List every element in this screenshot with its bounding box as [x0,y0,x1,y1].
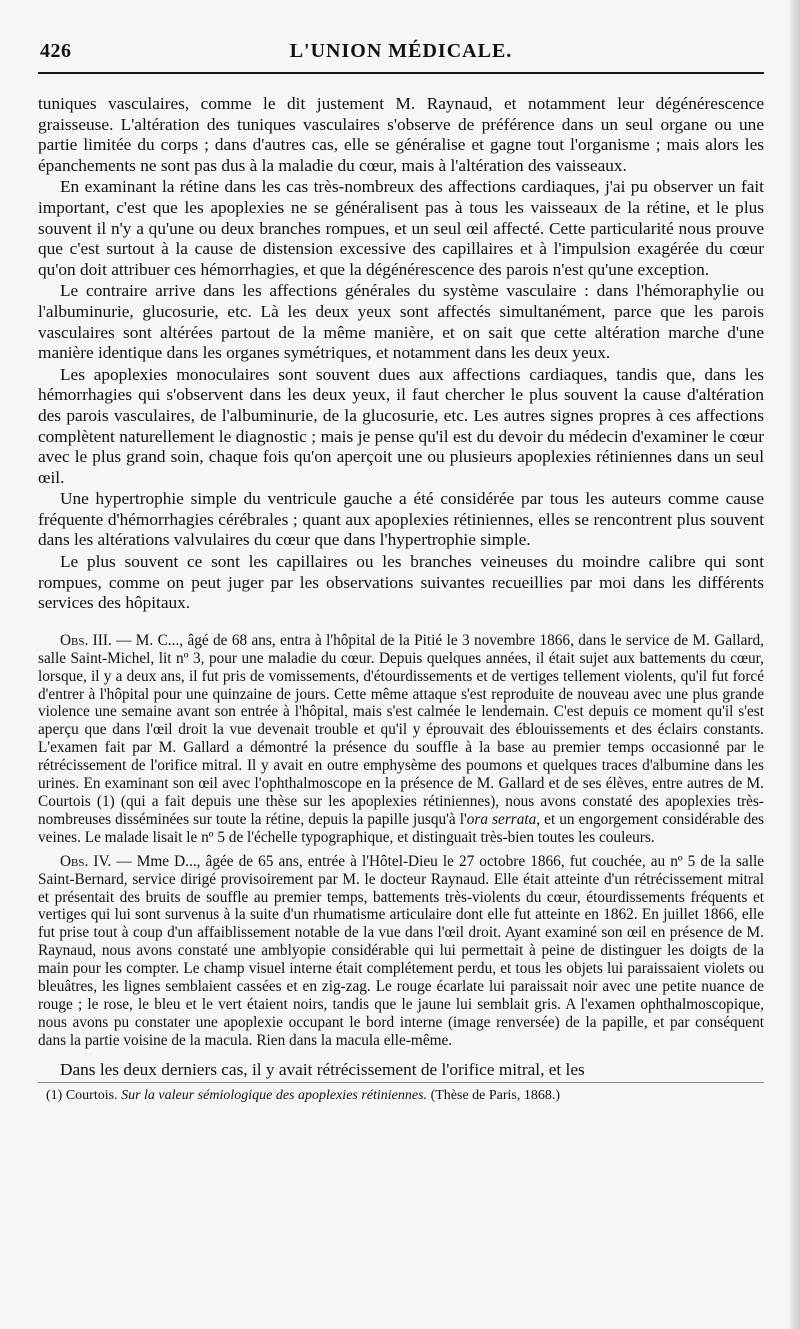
running-title: L'UNION MÉDICALE. [289,40,513,62]
footnote-source: (Thèse de Paris, 1868.) [427,1088,561,1104]
observation-4 [38,853,764,1050]
paragraph: Le contraire arrive dans les affections générales du système vasculaire : dans l'hémoraphylie ou l'albuminurie, glucosurie, etc. Là les deux yeux sont affectés simultanément, parce que les parois vasculaires sont altérées partout de la même manière, et on sait que cette altération marche d'une manière identique dans les organes symétriques, et notamment dans les deux yeux. [38,281,764,363]
observation-italic-term: ora serrata [466,810,537,828]
closing-line: Dans les deux derniers cas, il y avait rétrécissement de l'orifice mitral, et les [60,1059,585,1079]
observation-label: Obs. IV. [60,852,112,870]
paragraph: Le plus souvent ce sont les capillaires ou les branches veineuses du moindre calibre qui sont rompues, comme on peut juger par les observations suivantes recueillies par moi dans les différents services des hôpitaux. [38,552,764,613]
footnote [38,1087,764,1104]
main-text [38,94,764,614]
footnote-marker: (1) Courtois. [46,1088,122,1104]
observation-text: — Mme D..., âgée de 65 ans, entrée à l'Hôtel-Dieu le 27 octobre 1866, fut couchée, au nº 5 de la salle Saint-Bernard, service dirigé provisoirement par M. le docteur Raynaud. Elle était atteinte d'un rétrécissement mitral et présentait des bruits de souffle au premier temps, battements très-violents du cœur, étourdissements fréquents et vertiges qui lui sont survenus à la suite d'un rhumatisme articulaire dont elle fut atteinte en 1862. En juillet 1866, elle fut prise tout à coup d'un affaiblissement notable de la vue dans l'œil droit. Ayant examiné son œil en présence de M. Raynaud, nous avons constaté une amblyopie considérable qui lui permettait à peine de distinguer les doigts de la main pour les compter. Le champ visuel interne était complétement perdu, et tous les objets lui paraissaient violets ou bleuâtres, les lignes semblaient cassées et en zig-zag. Le rouge écarlate lui paraissait noir avec une petite nuance de rouge ; le rose, le bleu et le vert étaient noirs, tandis que le jaune lui semblait gris. A l'examen ophthalmoscopique, nous avons pu constater une apoplexie occupant le bord interne (image renversée) de la papille, et par conséquent dans la partie voisine de la macula. Rien dans la macula elle-même. [38,852,764,1049]
paragraph: Une hypertrophie simple du ventricule gauche a été considérée par tous les auteurs comme cause fréquente d'hémorrhagies cérébrales ; quant aux apoplexies rétiniennes, elles se rencontrent plus souvent dans les altérations valvulaires du cœur que dans l'hypertrophie simple. [38,489,764,550]
page-number: 426 [40,40,72,62]
observation-text: , et un engorgement considérable des veines. Le malade lisait le nº 5 de l'échelle typographique, et distinguait très-bien toutes les couleurs. [38,810,764,846]
observation-3 [38,632,764,847]
paragraph: En examinant la rétine dans les cas très-nombreux des affections cardiaques, j'ai pu observer un fait important, c'est que les apoplexies ne se généralisent pas à tous les vaisseaux de la rétine, et le plus souvent il n'y a qu'une ou deux branches rompues, et un seul œil affecté. Cette particularité nous prouve que c'est surtout à la cause de distension excessive des capillaires et à l'impulsion exagérée du cœur qu'on doit attribuer ces hémorrhagies, et que la dégénérescence des parois n'est qu'une exception. [38,177,764,279]
observation-label: Obs. III. [60,631,112,649]
footnote-title: Sur la valeur sémiologique des apoplexies rétiniennes. [121,1088,428,1104]
observations [38,632,764,1050]
observation-text: — M. C..., âgé de 68 ans, entra à l'hôpital de la Pitié le 3 novembre 1866, dans le service de M. Gallard, salle Saint-Michel, lit nº 3, pour une maladie du cœur. Depuis quelques années, il était sujet aux battements du cœur, lorsque, il y a deux ans, il fut pris de vomissements, d'étourdissements et de vertiges tellement violents, qu'il fut forcé d'entrer à l'hôpital pour une quinzaine de jours. Cette même attaque s'est reproduite de nouveau avec une plus grande violence une semaine avant son entrée à l'hôpital, mais s'est calmée le lendemain. C'est depuis ce moment qu'il s'est aperçu que dans l'œil droit la vue devenait trouble et qu'il y éprouvait des éblouissements et des éclairs constants. L'examen fait par M. Gallard a démontré la présence du souffle à la base au premier temps occasionné par le rétrécissement de l'orifice mitral. Il y avait en outre emphysème des poumons et quelques traces d'albumine dans les urines. En examinant son œil avec l'ophthalmoscope en la présence de M. Gallard et de ses élèves, entre autres de M. Courtois (1) (qui a fait depuis une thèse sur les apoplexies rétiniennes), nous avons constaté des apoplexies très-nombreuses disséminées sur toute la rétine, depuis la papille jusqu'à l' [38,631,764,828]
footnote-divider [38,1082,764,1083]
page-header [38,0,764,74]
paragraph: Les apoplexies monoculaires sont souvent dues aux affections cardiaques, tandis que, dans les hémorrhagies qui s'observent dans les deux yeux, il faut chercher le plus souvent la cause d'altération des parois vasculaires, de l'albuminurie, de la glucosurie, etc. Les autres signes propres à ces affections complètent naturellement le diagnostic ; mais je pense qu'il est du devoir du médecin d'examiner le cœur avec le plus grand soin, chaque fois qu'on aperçoit une ou plusieurs apoplexies rétiniennes dans un seul œil. [38,364,764,487]
paragraph: tuniques vasculaires, comme le dit justement M. Raynaud, et notamment leur dégénérescence graisseuse. L'altération des tuniques vasculaires s'observe de préférence dans un seul organe ou une partie limitée du corps ; dans d'autres cas, elle se généralise et gagne tout l'organisme ; mais alors les épanchements ne sont pas dus à la maladie du cœur, mais à l'altération des vaisseaux. [38,94,764,175]
